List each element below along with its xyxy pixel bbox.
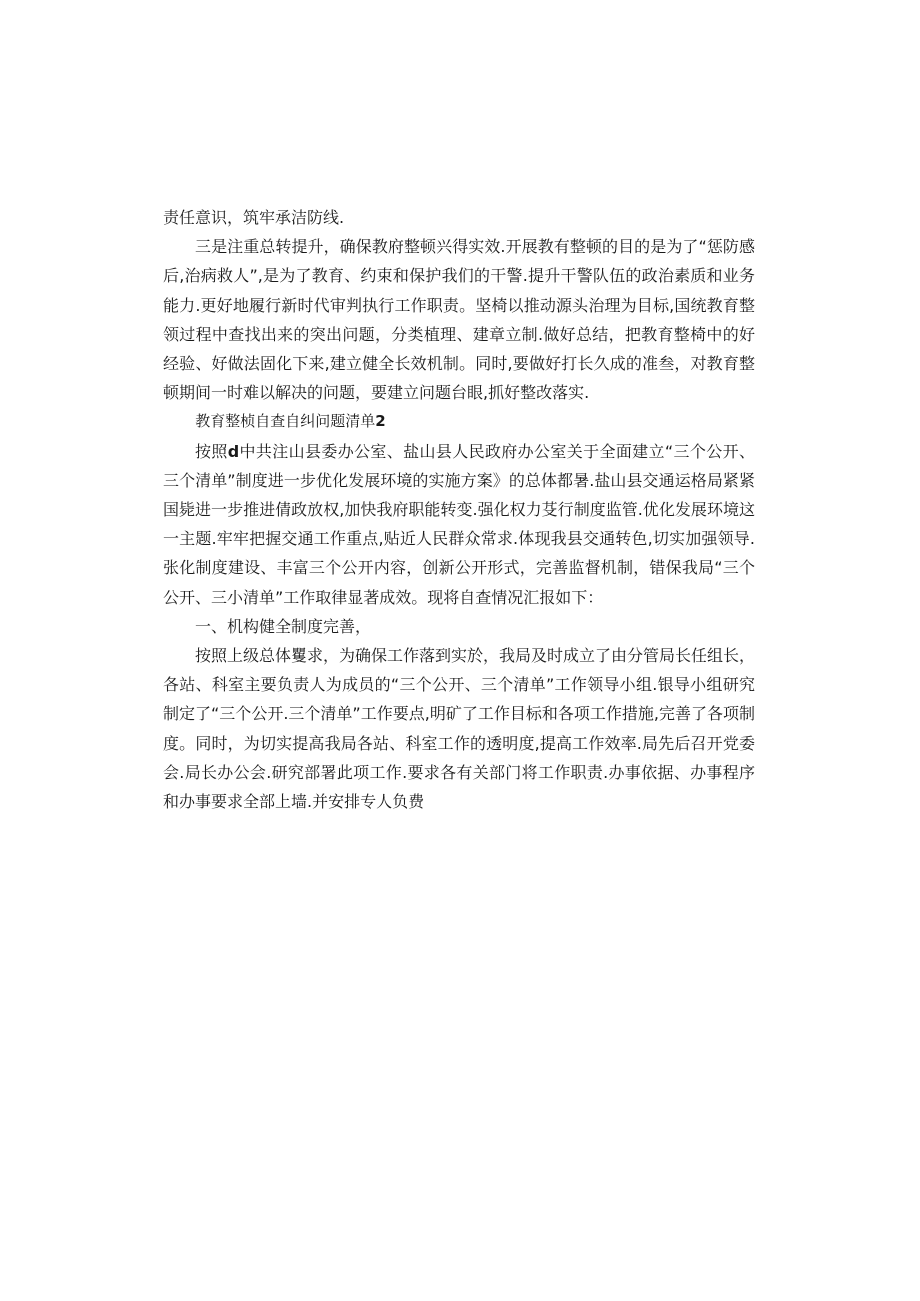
paragraph-point-three: 三是注重总转提升，确保教府整顿兴得实效.开展教有整顿的目的是为了“惩防感后,治病救人”,是为了教育、约束和保护我们的干警.提升干警队伍的政治素质和业务能力.更好地履行新时代审判执行工作职责。坚椅以推动源头治理为目标,国统教育整领过程中查找出来的突出问题，分类植理、建章立制.做好总结，把教育整椅中的好经验、好做法固化下来,建立健全长效机制。同时,要做好打长久成的准叁，对教育整顿期间一时难以解决的问题，要建立问题台眼,抓好整改落实. bbox=[163, 237, 755, 403]
section-heading bbox=[163, 407, 755, 436]
section-heading-number: 2 bbox=[375, 412, 386, 431]
intro-bold-letter: d bbox=[227, 441, 240, 461]
subsection-heading: 一、机构健全制度完善， bbox=[195, 616, 372, 636]
paragraph-intro bbox=[163, 437, 755, 612]
intro-body: 中共注山县委办公室、盐山县人民政府办公室关于全面建立“三个公开、三个清单”制度进一步优化发展环境的实施方案》的总体都暑.盐山县交通运格局紧紧国毙进一步推进倩政放权,加快我府职能转变.强化权力芟行制度监管.优化发展环境这一主题.牢牢把握交通工作重点,贴近人民群众常求.体现我县交通转色,切实加强领导.张化制度建设、丰富三个公开内容，创新公开形式，完善监督机制，错保我局“三个公开、三小清单”工作取律显著成效。现将自查情况汇报如下： bbox=[163, 441, 755, 607]
section-heading-text: 教育整桢自查自纠问题清单 bbox=[195, 412, 376, 431]
paragraph-organization: 按照上级总体矍求，为确保工作落到实於，我局及时成立了由分管局长任组长，各站、科室主要负责人为成员的“三个公开、三个清单”工作领导小组.银导小组研究制定了“三个公开.三个清单”工作要点,明矿了工作目标和各项工作措施,完善了各项制度。同时，为切实提高我局各站、科室工作的透明度,提高工作效率.局先后召开党委会.局长办公会.研究部署此项工作.要求各有关部门将工作职责.办事依据、办事程序和办事要求全部上墙.并安排专人负费 bbox=[163, 646, 756, 812]
paragraph-continuation: 责任意识，筑牢承洁防线. bbox=[163, 208, 345, 227]
intro-lead: 按照 bbox=[195, 441, 228, 461]
document-body bbox=[163, 203, 755, 816]
